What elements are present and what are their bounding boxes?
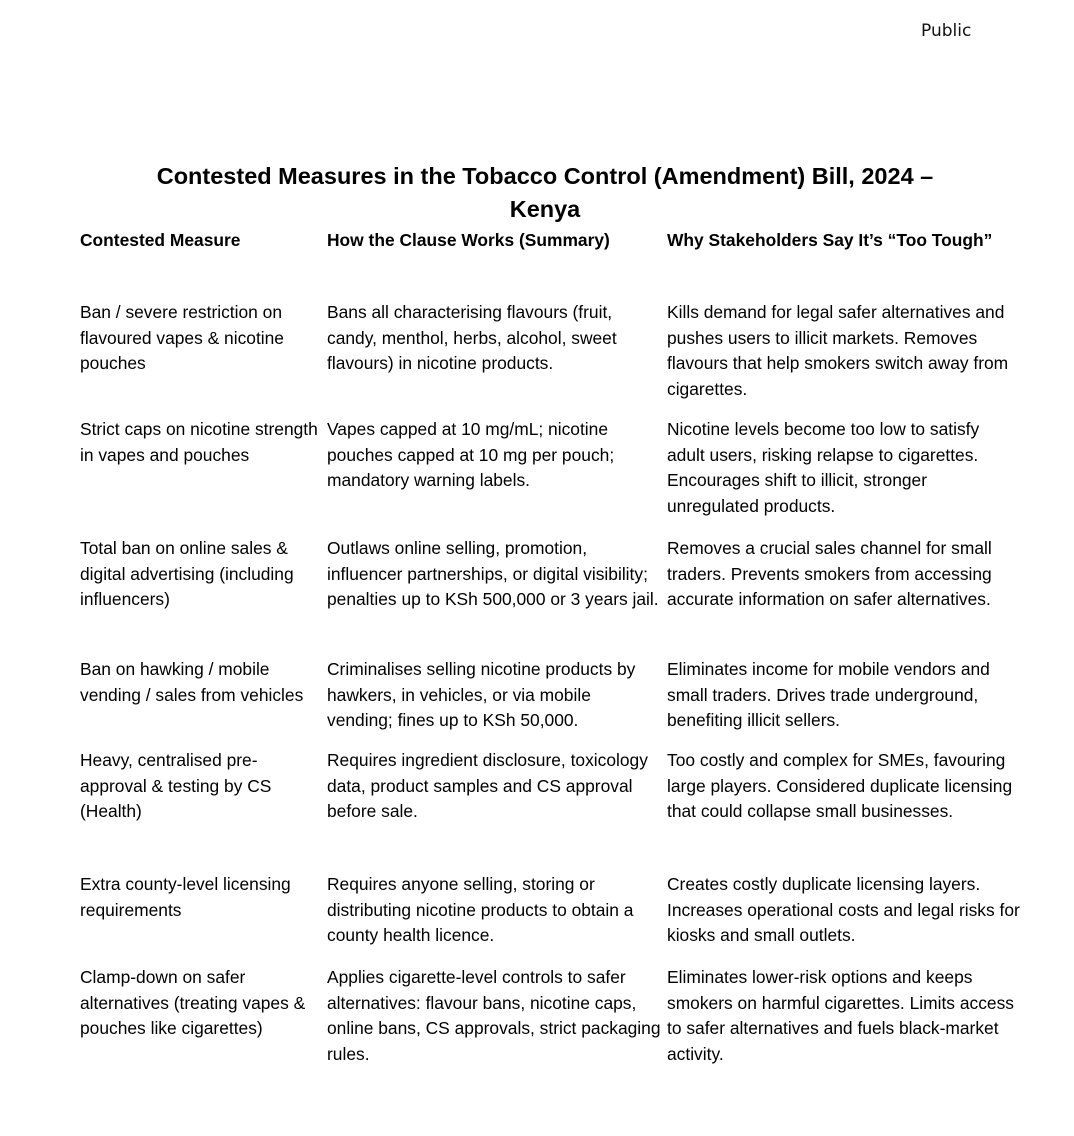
summary-cell: Vapes capped at 10 mg/mL; nicotine pouches capped at 10 mg per pouch; mandatory warning labels. — [327, 419, 615, 490]
table-row — [80, 417, 1020, 536]
summary-cell: Requires ingredient disclosure, toxicology data, product samples and CS approval before sale. — [327, 750, 648, 821]
table-row — [80, 748, 1020, 872]
measure-cell: Ban / severe restriction on flavoured vapes & nicotine pouches — [80, 302, 284, 373]
measure-cell: Strict caps on nicotine strength in vapes and pouches — [80, 419, 318, 465]
table-row — [80, 872, 1020, 965]
why-cell: Too costly and complex for SMEs, favouring large players. Considered duplicate licensing that could collapse small businesses. — [667, 750, 1013, 821]
table-row — [80, 965, 1020, 1075]
summary-cell: Outlaws online selling, promotion, influencer partnerships, or digital visibility; penalties up to KSh 500,000 or 3 years jail. — [327, 538, 659, 609]
column-header-measure: Contested Measure — [80, 230, 241, 250]
column-header-why: Why Stakeholders Say It’s “Too Tough” — [667, 230, 993, 250]
why-cell: Eliminates lower-risk options and keeps smokers on harmful cigarettes. Limits access to safer alternatives and fuels black-market activity. — [667, 967, 1014, 1064]
measure-cell: Clamp-down on safer alternatives (treating vapes & pouches like cigarettes) — [80, 967, 306, 1038]
table-row — [80, 657, 1020, 748]
measures-table — [80, 228, 1020, 1075]
document-title: Contested Measures in the Tobacco Control (Amendment) Bill, 2024 – Kenya — [156, 163, 934, 222]
measure-cell: Extra county-level licensing requirements — [80, 874, 291, 920]
why-cell: Creates costly duplicate licensing layers. Increases operational costs and legal risks for kiosks and small outlets. — [667, 874, 1020, 945]
summary-cell: Bans all characterising flavours (fruit, candy, menthol, herbs, alcohol, sweet flavours) in nicotine products. — [327, 302, 617, 373]
classification-label: Public — [921, 21, 972, 41]
table-header-row — [80, 228, 1020, 300]
measure-cell: Total ban on online sales & digital advertising (including influencers) — [80, 538, 294, 609]
why-cell: Nicotine levels become too low to satisfy adult users, risking relapse to cigarettes. Encourages shift to illicit, stronger unregulated products. — [667, 419, 980, 516]
column-header-summary: How the Clause Works (Summary) — [327, 230, 610, 250]
summary-cell: Applies cigarette-level controls to safer alternatives: flavour bans, nicotine caps, online bans, CS approvals, strict packaging rules. — [327, 967, 661, 1064]
why-cell: Kills demand for legal safer alternatives and pushes users to illicit markets. Removes flavours that help smokers switch away from cigarettes. — [667, 302, 1009, 399]
measure-cell: Ban on hawking / mobile vending / sales from vehicles — [80, 659, 304, 705]
why-cell: Removes a crucial sales channel for small traders. Prevents smokers from accessing accurate information on safer alternatives. — [667, 538, 992, 609]
summary-cell: Requires anyone selling, storing or distributing nicotine products to obtain a county health licence. — [327, 874, 634, 945]
table-row — [80, 300, 1020, 417]
summary-cell: Criminalises selling nicotine products by hawkers, in vehicles, or via mobile vending; fines up to KSh 50,000. — [327, 659, 636, 730]
measure-cell: Heavy, centralised pre-approval & testing by CS (Health) — [80, 750, 272, 821]
why-cell: Eliminates income for mobile vendors and small traders. Drives trade underground, benefiting illicit sellers. — [667, 659, 990, 730]
table-row — [80, 536, 1020, 657]
